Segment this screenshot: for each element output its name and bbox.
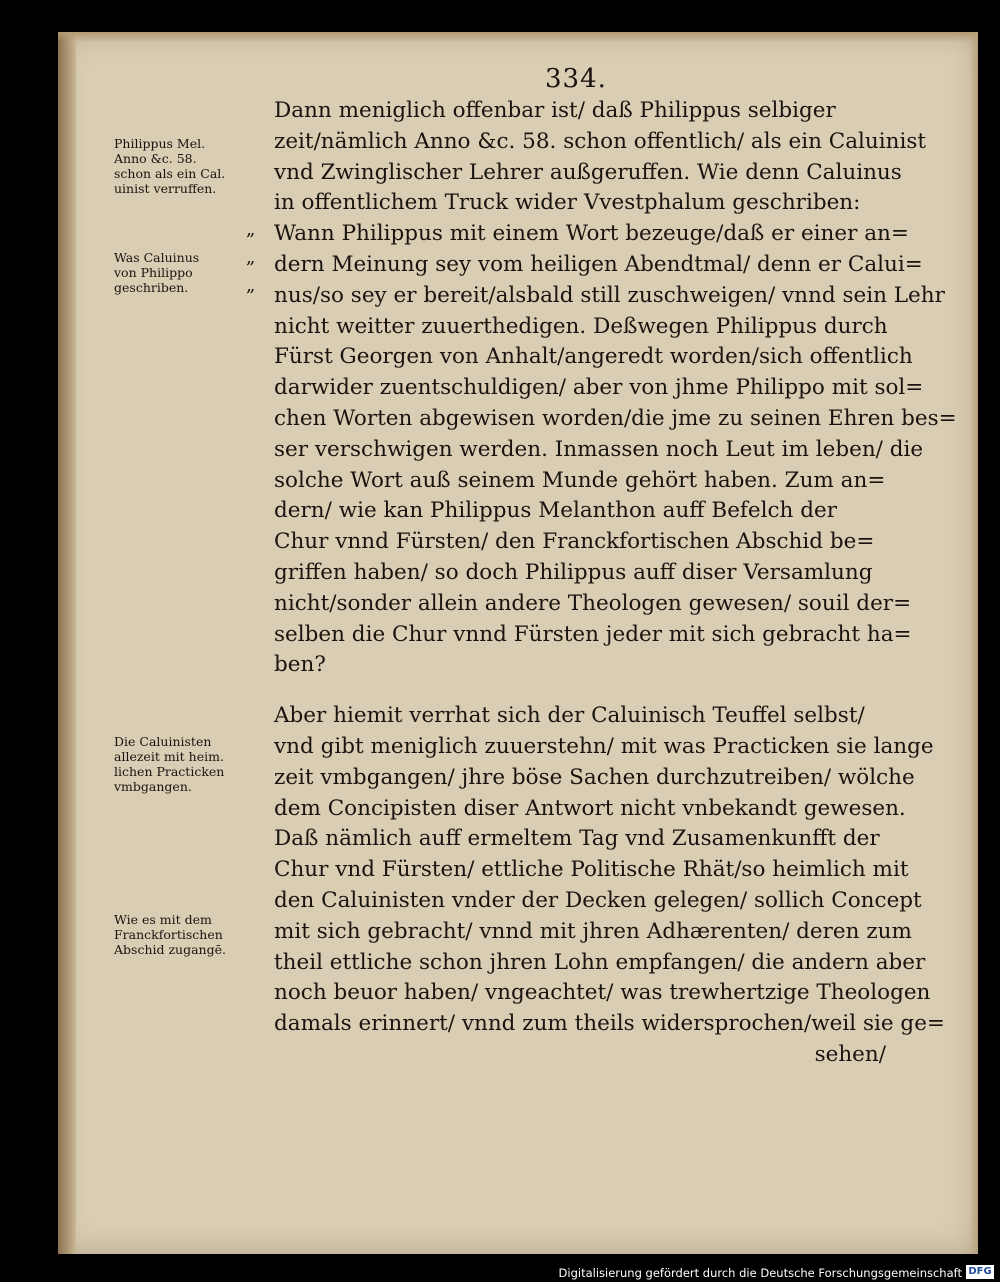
margin-note-line: Die Caluinisten xyxy=(114,734,212,749)
text-line: ben? xyxy=(274,652,326,678)
text-line: nicht weitter zuuerthedigen. Deßwegen Philippus durch xyxy=(274,313,888,339)
margin-note xyxy=(114,734,264,794)
text-line: sehen/ xyxy=(814,1041,886,1067)
margin-note-line: Abschid zugangē. xyxy=(114,942,226,957)
text-line: Chur vnd Fürsten/ ettliche Politische Rhät/so heimlich mit xyxy=(274,857,909,883)
page-top-edge xyxy=(58,32,978,42)
margin-note-line: geschriben. xyxy=(114,280,189,295)
text-line: dem Concipisten diser Antwort nicht vnbekandt gewesen. xyxy=(274,795,906,821)
funding-notice: Digitalisierung gefördert durch die Deutsche Forschungsgemeinschaft xyxy=(558,1266,962,1280)
text-line: Wann Philippus mit einem Wort bezeuge/daß er einer an= xyxy=(274,221,909,247)
quote-marks xyxy=(246,216,255,300)
text-line: vnd Zwinglischer Lehrer außgeruffen. Wie denn Caluinus xyxy=(274,159,902,185)
text-line: noch beuor haben/ vngeachtet/ was trewhertzige Theologen xyxy=(274,980,931,1006)
margin-note-line: Anno &c. 58. xyxy=(114,151,197,166)
text-line: Fürst Georgen von Anhalt/angeredt worden/sich offentlich xyxy=(274,344,913,370)
text-line: solche Wort auß seinem Munde gehört haben. Zum an= xyxy=(274,467,886,493)
text-line: griffen haben/ so doch Philippus auff diser Versamlung xyxy=(274,559,873,585)
margin-note-line: uinist verruffen. xyxy=(114,181,217,196)
text-line: chen Worten abgewisen worden/die jme zu seinen Ehren bes= xyxy=(274,405,957,431)
margin-note-line: Philippus Mel. xyxy=(114,136,206,151)
margin-note xyxy=(114,136,264,196)
text-line: den Caluinisten vnder der Decken gelegen/ sollich Concept xyxy=(274,887,922,913)
text-line: damals erinnert/ vnnd zum theils widersprochen/weil sie ge= xyxy=(274,1011,945,1037)
text-line: mit sich gebracht/ vnnd mit jhren Adhærenten/ deren zum xyxy=(274,918,912,944)
margin-note-line: Wie es mit dem xyxy=(114,912,212,927)
text-line: theil ettliche schon jhren Lohn empfangen/ die andern aber xyxy=(274,949,926,975)
margin-note xyxy=(114,912,264,957)
footer-bar xyxy=(0,1262,1000,1282)
text-line: nicht/sonder allein andere Theologen gewesen/ souil der= xyxy=(274,590,912,616)
margin-note-line: schon als ein Cal. xyxy=(114,166,226,181)
text-line: dern/ wie kan Philippus Melanthon auff Befelch der xyxy=(274,498,837,524)
quote-mark: „ xyxy=(246,219,256,240)
text-line: Chur vnnd Fürsten/ den Franckfortischen Abschid be= xyxy=(274,529,875,555)
page-binding-edge xyxy=(58,32,76,1254)
text-line: in offentlichem Truck wider Vvestphalum geschriben: xyxy=(274,190,861,216)
paragraph xyxy=(274,701,945,1071)
text-line: Dann meniglich offenbar ist/ daß Philippus selbiger xyxy=(274,98,836,123)
text-line: ser verschwigen werden. Inmassen noch Leut im leben/ die xyxy=(274,436,924,462)
main-text xyxy=(274,96,957,1071)
text-line: nus/so sey er bereit/alsbald still zuschweigen/ vnnd sein Lehr xyxy=(274,282,945,308)
text-line: dern Meinung sey vom heiligen Abendtmal/ denn er Calui= xyxy=(274,251,923,277)
text-line: Aber hiemit verrhat sich der Caluinisch Teuffel selbst/ xyxy=(274,703,865,729)
text-line: zeit vmbgangen/ jhre böse Sachen durchzutreiben/ wölche xyxy=(274,764,915,790)
page-number: 334. xyxy=(545,64,607,94)
margin-note-line: vmbgangen. xyxy=(114,779,192,794)
text-line: zeit/nämlich Anno &c. 58. schon offentlich/ als ein Caluinist xyxy=(274,128,927,154)
margin-note-line: lichen Practicken xyxy=(114,764,225,779)
quote-mark: „ xyxy=(246,275,256,296)
text-line: darwider zuentschuldigen/ aber von jhme Philippo mit sol= xyxy=(274,375,924,401)
margin-note-line: von Philippo xyxy=(114,265,193,280)
margin-note-line: allezeit mit heim. xyxy=(114,749,224,764)
margin-note-line: Franckfortischen xyxy=(114,927,223,942)
text-line: selben die Chur vnnd Fürsten jeder mit sich gebracht ha= xyxy=(274,621,912,647)
dfg-logo: DFG xyxy=(966,1265,994,1279)
quote-mark: „ xyxy=(246,247,256,268)
text-line: Daß nämlich auff ermeltem Tag vnd Zusamenkunfft der xyxy=(274,826,880,852)
page-right-edge xyxy=(970,32,978,1254)
margin-note-line: Was Caluinus xyxy=(114,250,200,265)
paragraph xyxy=(274,96,957,681)
margin-note xyxy=(114,250,264,295)
text-line: vnd gibt meniglich zuuerstehn/ mit was Practicken sie lange xyxy=(274,733,934,759)
